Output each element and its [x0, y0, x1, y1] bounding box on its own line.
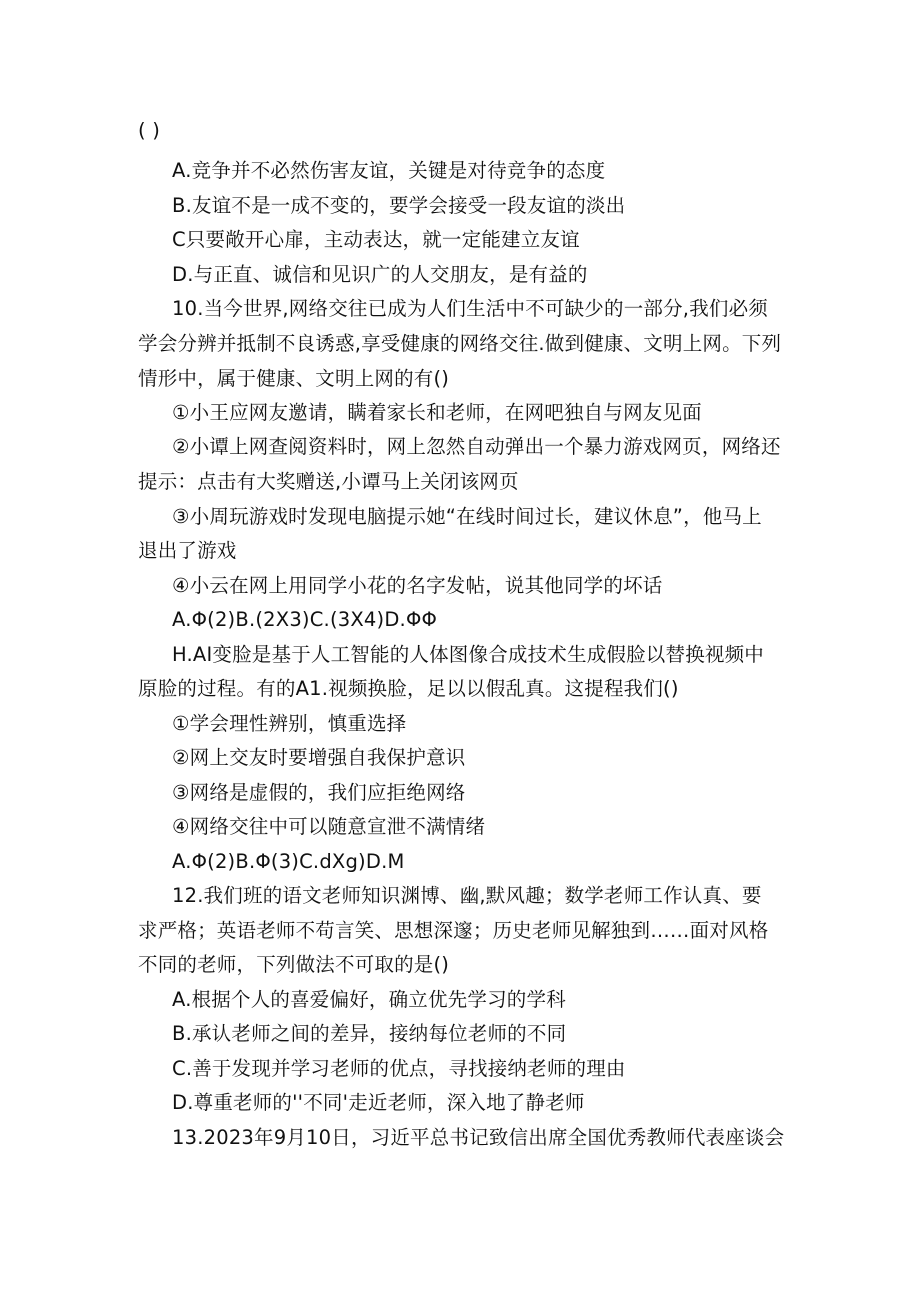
q10-stem-line-3: 情形中，属于健康、文明上网的有() — [138, 367, 450, 390]
q10-item-2-line-1: ②小谭上网查阅资料时，网上忽然自动弹出一个暴力游戏网页，网络还 — [172, 435, 781, 458]
q12-option-b: B.承认老师之间的差异，接纳每位老师的不同 — [172, 1022, 567, 1045]
q11-stem-line-1: H.AI变脸是基于人工智能的人体图像合成技术生成假脸以替换视频中 — [172, 643, 765, 666]
q10-stem-line-1: 10.当今世界,网络交往已成为人们生活中不可缺少的一部分,我们必须 — [172, 297, 769, 320]
q9-option-d: D.与正直、诚信和见识广的人交朋友，是有益的 — [172, 263, 588, 286]
q10-item-2-line-2: 提示：点击有大奖赠送,小谭马上关闭该网页 — [138, 470, 519, 493]
q10-options: A.Φ(2)B.(2X3)C.(3X4)D.ΦΦ — [172, 608, 438, 631]
q12-stem-line-1: 12.我们班的语文老师知识渊博、幽,默风趣；数学老师工作认真、要 — [172, 884, 762, 907]
answer-bracket: ( ) — [138, 119, 161, 142]
q9-option-a: A.竞争并不必然伤害友谊，关键是对待竞争的态度 — [172, 159, 606, 182]
q12-option-c: C.善于发现并学习老师的优点，寻找接纳老师的理由 — [172, 1057, 626, 1080]
q11-item-2: ②网上交友时要增强自我保护意识 — [172, 746, 466, 769]
q13-stem-line-1: 13.2023年9月10日，习近平总书记致信出席全国优秀教师代表座谈会 — [172, 1126, 785, 1149]
q12-stem-line-3: 不同的老师，下列做法不可取的是() — [138, 953, 450, 976]
q11-stem-line-2: 原脸的过程。有的A1.视频换脸，足以以假乱真。这提程我们() — [138, 677, 679, 700]
q10-stem-line-2: 学会分辨并抵制不良诱惑,享受健康的网络交往.做到健康、文明上网。下列 — [138, 332, 782, 355]
q11-item-1: ①学会理性辨别，慎重选择 — [172, 712, 407, 735]
q11-options: A.Φ(2)B.Φ(3)C.dXg)D.M — [172, 850, 405, 873]
q11-item-3: ③网络是虚假的，我们应拒绝网络 — [172, 781, 466, 804]
q12-option-a: A.根据个人的喜爱偏好，确立优先学习的学科 — [172, 988, 566, 1011]
q10-item-4: ④小云在网上用同学小花的名字发帖，说其他同学的坏话 — [172, 574, 663, 597]
q9-option-c: C只要敞开心扉，主动表达，就一定能建立友谊 — [172, 228, 580, 251]
q10-item-3-line-2: 退出了游戏 — [138, 539, 237, 562]
q10-item-1: ①小王应网友邀请，瞒着家长和老师，在网吧独自与网友见面 — [172, 401, 702, 424]
q10-item-3-line-1: ③小周玩游戏时发现电脑提示她“在线时间过长，建议休息”，他马上 — [172, 505, 762, 528]
q9-option-b: B.友谊不是一成不变的，要学会接受一段友谊的淡出 — [172, 194, 626, 217]
q12-option-d: D.尊重老师的''不同'走近老师，深入地了静老师 — [172, 1091, 585, 1114]
q11-item-4: ④网络交往中可以随意宣泄不满情绪 — [172, 815, 486, 838]
q12-stem-line-2: 求严格；英语老师不苟言笑、思想深邃；历史老师见解独到……面对风格 — [138, 919, 769, 942]
